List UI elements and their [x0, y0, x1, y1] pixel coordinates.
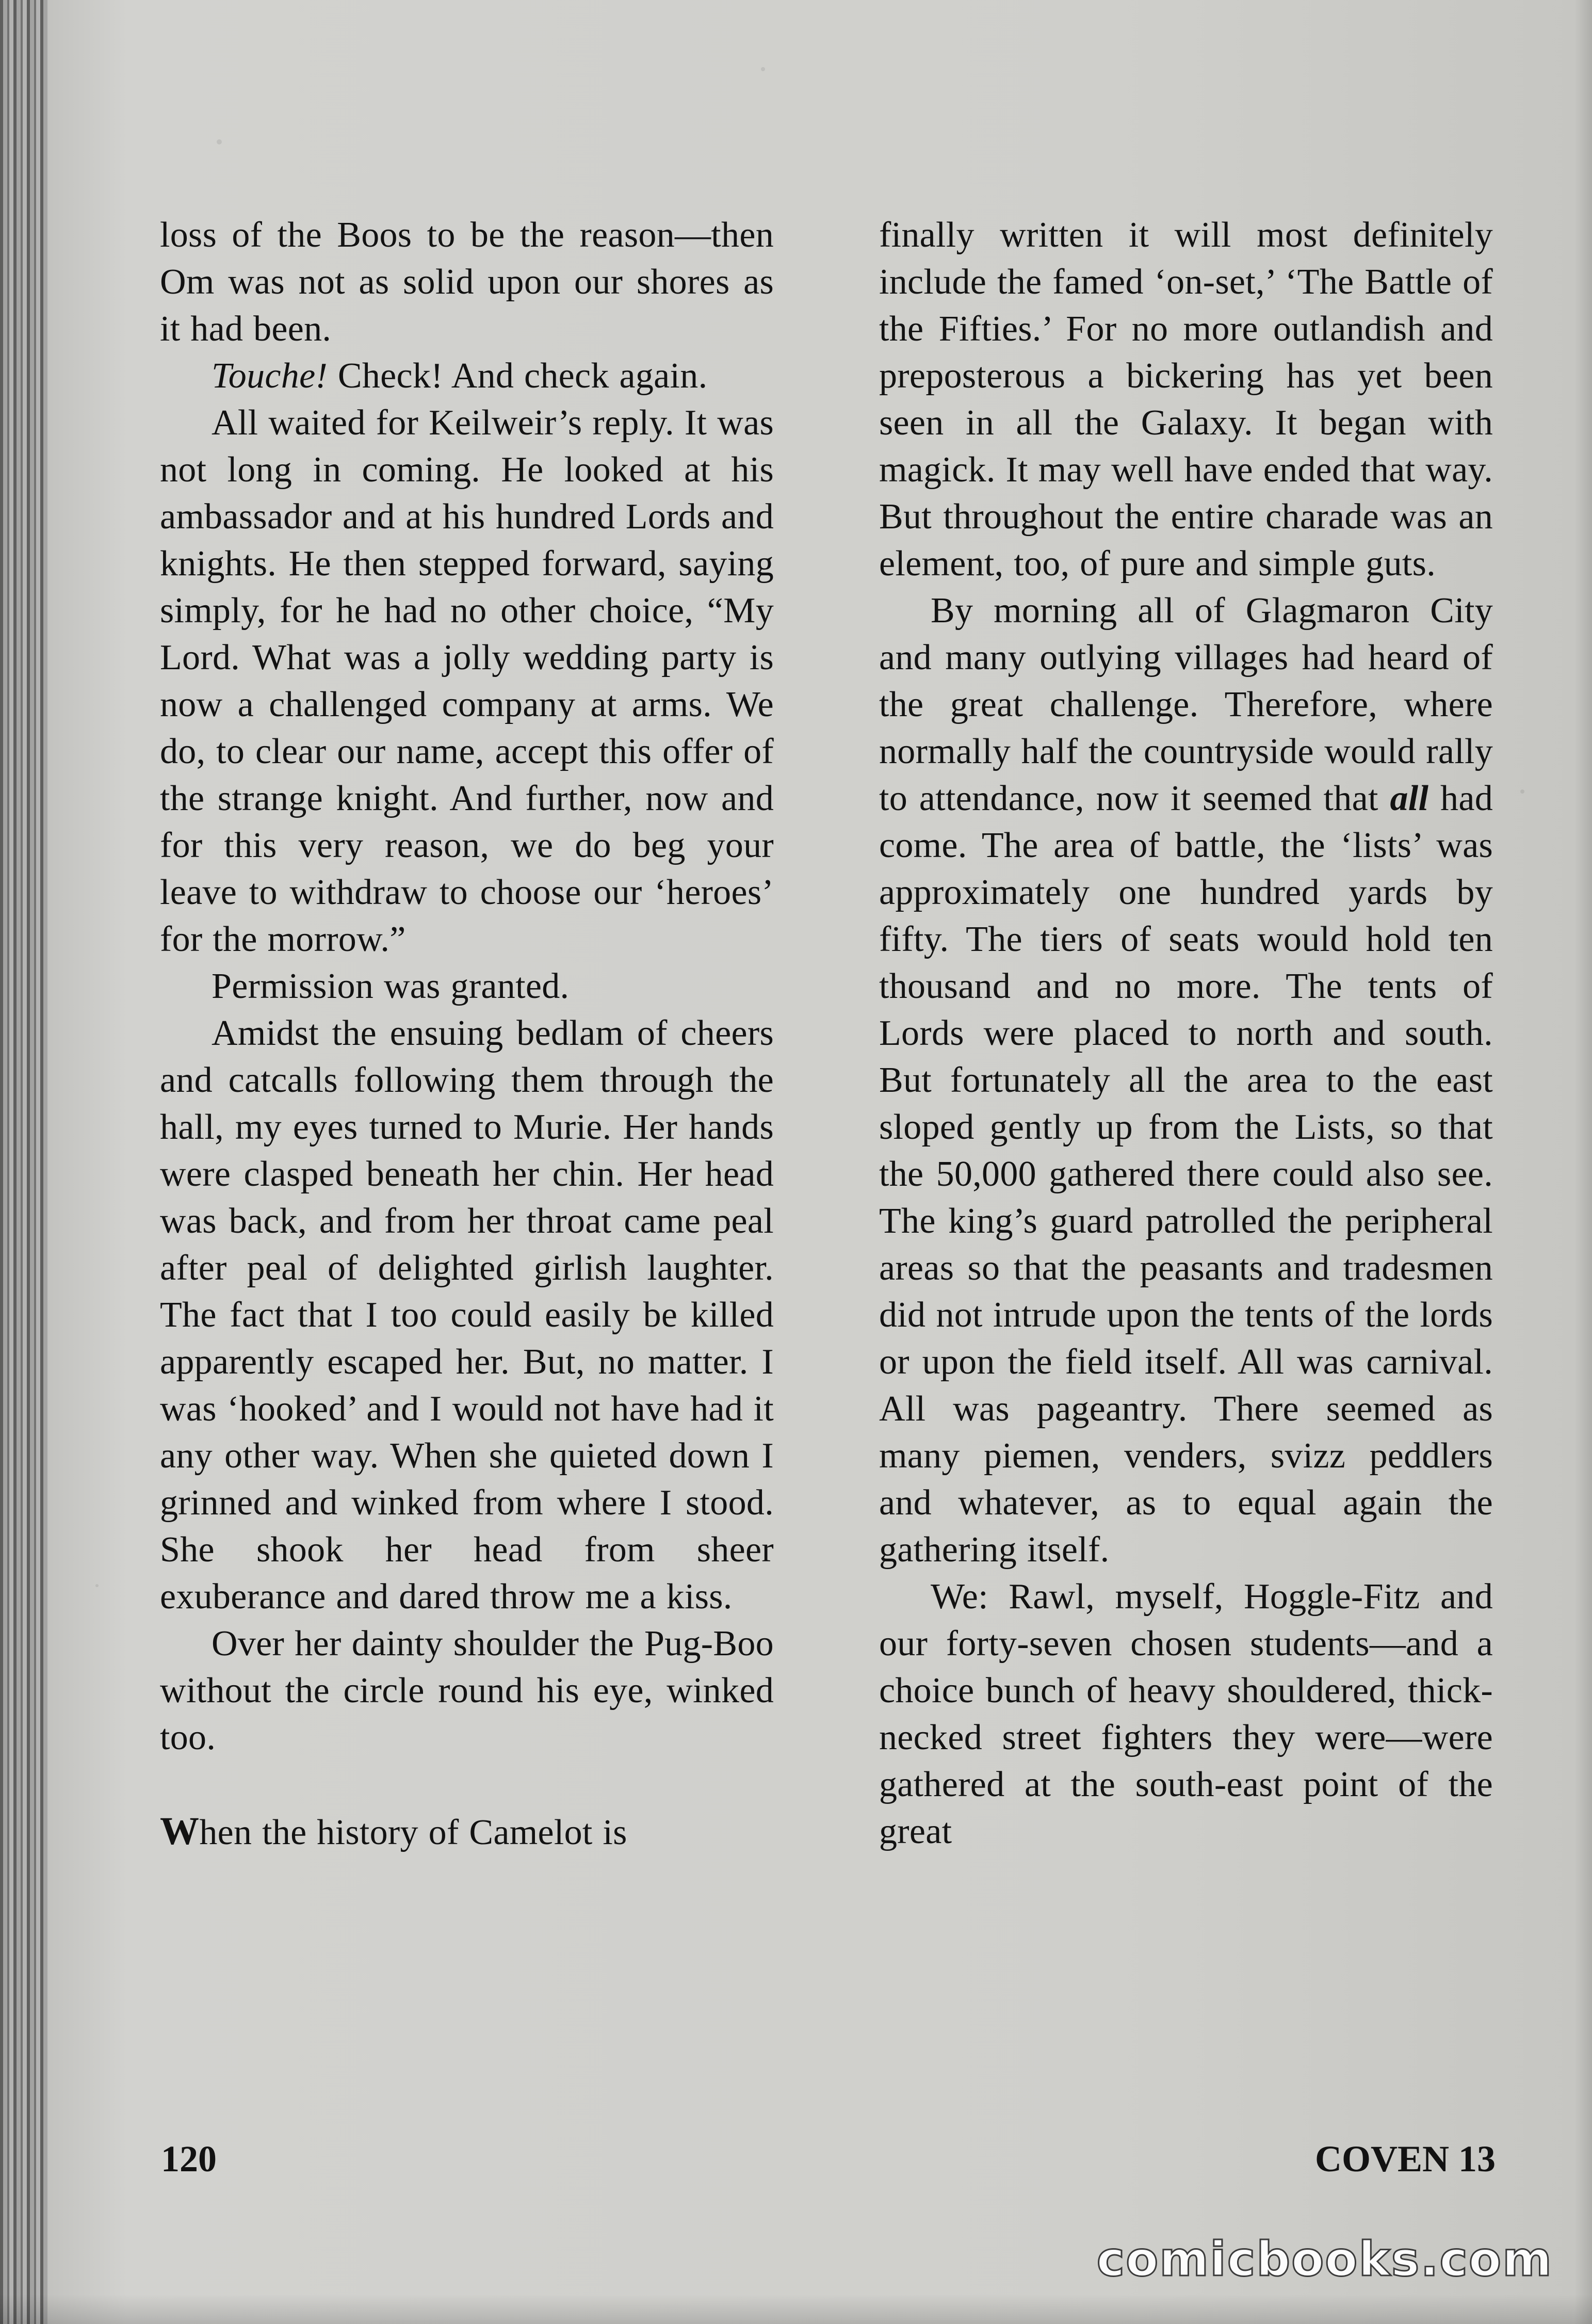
paragraph-text: had come. The area of battle, the ‘lists’ was approximately one hundred yards by fifty. The tiers of seats would hold ten thousand and no more. The tents of Lords were placed to north and south. But fortunately all the area to the east sloped gently up from the Lists, so that the 50,000 gathered there could also see. The king’s guard patrolled the peripheral areas so that the peasants and tradesmen did not intrude upon the tents of the lords or upon the field itself. All was carnival. All was pageantry. There seemed as many piemen, venders, svizz peddlers and whatever, as to equal again the gathering itself.: [879, 779, 1493, 1570]
italic-exclamation: Touche!: [212, 356, 328, 396]
paragraph-text: hen the history of Camelot is: [199, 1813, 627, 1852]
right-text-column: [879, 212, 1493, 1855]
paragraph: Amidst the ensuing bedlam of cheers and catcalls following them through the hall, my eyes turned to Murie. Her hands were clasped beneath her chin. Her head was back, and from her throat came peal after peal of delighted girlish laughter. The fact that I too could easily be killed apparently escaped her. But, no matter. I was ‘hooked’ and I would not have had it any other way. When she quieted down I grinned and winked from where I stood. She shook her head from sheer exuberance and dared throw me a kiss.: [160, 1013, 774, 1617]
paragraph: Permission was granted.: [212, 966, 570, 1006]
paragraph: [160, 352, 774, 399]
paragraph-text: By morning all of Glagmaron City and many outlying villages had heard of the great challenge. Therefore, where normally half the countryside would rally to attendance, now it seemed that: [879, 591, 1493, 818]
binding-spine: [0, 0, 47, 2324]
page-number: 120: [161, 2138, 217, 2180]
running-footer-title: COVEN 13: [1314, 2138, 1496, 2180]
paper-speck: [217, 139, 222, 144]
lead-letter: W: [160, 1810, 200, 1853]
page-bottom-shadow: [0, 2294, 1592, 2324]
left-text-column: [160, 212, 774, 1856]
paragraph: We: Rawl, myself, Hoggle-Fitz and our forty-seven chosen students—and a choice bunch of heavy shouldered, thick-necked street fighters they were—were gathered at the south-east point of the great: [879, 1577, 1493, 1851]
paragraph: Over her dainty shoulder the Pug-Boo without the circle round his eye, winked too.: [160, 1624, 774, 1757]
paragraph: loss of the Boos to be the reason—then Om was not as solid upon our shores as it had been.: [160, 215, 774, 349]
site-watermark: comicbooks.com: [1096, 2232, 1553, 2287]
page-edge-shadow: [1574, 0, 1592, 2324]
paragraph: finally written it will most definitely include the famed ‘on-set,’ ‘The Battle of the Fifties.’ For no more outlandish and preposterous a bickering has yet been seen in all the Galaxy. It began with magick. It may well have ended that way. But throughout the entire charade was an element, too, of pure and simple guts.: [879, 215, 1493, 584]
emphasized-word: all: [1390, 779, 1429, 818]
paper-speck: [1520, 789, 1524, 794]
paragraph: All waited for Keilweir’s reply. It was not long in coming. He looked at his ambassador and at his hundred Lords and knights. He then stepped forward, saying simply, for he had no other choice, “My Lord. What was a jolly wedding party is now a challenged company at arms. We do, to clear our name, accept this offer of the strange knight. And further, now and for this very reason, we do beg your leave to withdraw to choose our ‘heroes’ for the morrow.”: [160, 403, 774, 959]
paper-speck: [95, 1584, 99, 1587]
paper-speck: [761, 67, 765, 71]
section-opening-paragraph: [160, 1808, 774, 1856]
paragraph: [879, 587, 1493, 1573]
paragraph-text: Check! And check again.: [328, 356, 708, 396]
